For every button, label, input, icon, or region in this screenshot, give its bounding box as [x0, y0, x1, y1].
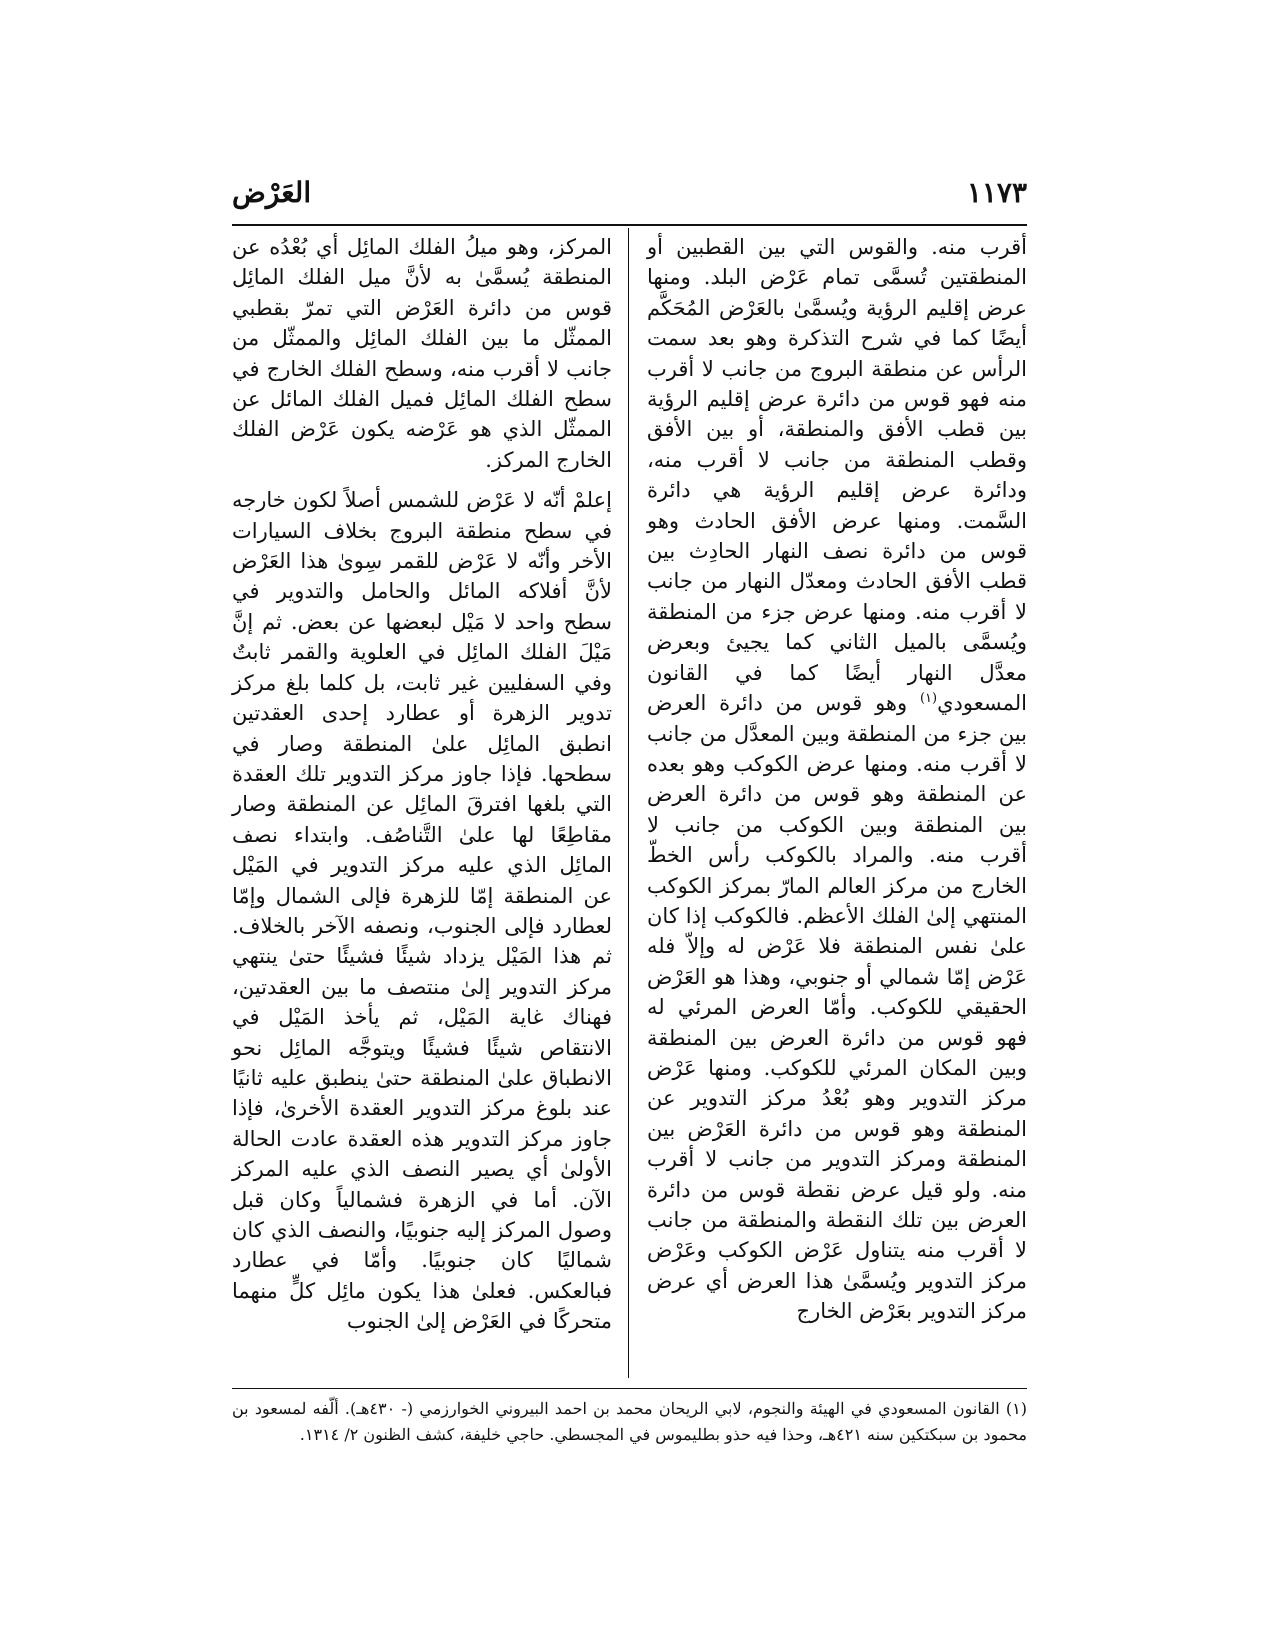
footnote: [232, 1396, 1027, 1448]
paragraph: المركز، وهو ميلُ الفلك المائِل أي بُعْدُه عن المنطقة يُسمَّىٰ به لأنَّ ميل الفلك المائِل قوس من دائرة العَرْض التي تمرّ بقطبي الممثّل ما بين الفلك المائِل والممثّل من جانب لا أقرب منه، وسطح الفلك الخارج في سطح الفلك المائِل فميل الفلك المائل عن الممثّل الذي هو عَرْضه يكون عَرْض الفلك الخارج المركز.: [232, 235, 612, 472]
footnote-rule: [232, 1388, 1027, 1389]
page-header: [232, 176, 1027, 220]
paragraph-text: أقرب منه. والقوس التي بين القطبين أو المنطقتين تُسمَّى تمام عَرْض البلد. ومنها عرض إقليم الرؤية ويُسمَّىٰ بالعَرْض المُحَكَّم أيضًا كما في شرح التذكرة وهو بعد سمت الرأس عن منطقة البروج من جانب لا أقرب منه فهو قوس من دائرة عرض إقليم الرؤية بين قطب الأفق والمنطقة، أو بين الأفق وقطب المنطقة من جانب لا أقرب منه، ودائرة عرض إقليم الرؤية هي دائرة السَّمت. ومنها عرض الأفق الحادث وهو قوس من دائرة نصف النهار الحادِث بين قطب الأفق الحادث ومعدّل النهار من جانب لا أقرب منه. ومنها عرض جزء من المنطقة ويُسمَّى بالميل الثاني كما يجيئ وبعرض معدَّل النهار أيضًا كما في القانون المسعودي: [647, 235, 1027, 716]
paragraph: [647, 232, 1027, 1327]
header-rule: [232, 224, 1027, 226]
left-column: [232, 232, 612, 1337]
running-title: العَرْض: [232, 176, 312, 209]
paragraph-text: وهو قوس من دائرة العرض بين جزء من المنطقة وبين المعدَّل من جانب لا أقرب منه. ومنها عرض الكوكب وهو بعده عن المنطقة وهو قوس من دائرة العرض بين المنطقة وبين الكوكب من جانب لا أقرب منه. والمراد بالكوكب رأس الخطّ الخارج من مركز العالم المارّ بمركز الكوكب المنتهي إلىٰ الفلك الأعظم. فالكوكب إذا كان علىٰ نفس المنطقة فلا عَرْض له وإلاّ فله عَرْض إمّا شمالي أو جنوبي، وهذا هو العَرْض الحقيقي للكوكب. وأمّا العرض المرئي له فهو قوس من دائرة العرض بين المنطقة وبين المكان المرئي للكوكب. ومنها عَرْض مركز التدوير وهو بُعْدُ مركز التدوير عن المنطقة وهو قوس من دائرة العَرْض بين المنطقة ومركز التدوير من جانب لا أقرب منه. ولو قيل عرض نقطة قوس من دائرة العرض بين تلك النقطة والمنطقة من جانب لا أقرب منه يتناول عَرْض الكوكب وعَرْض مركز التدوير ويُسمَّىٰ هذا العرض أي عرض مركز التدوير بعَرْض الخارج: [647, 691, 1027, 1324]
column-divider: [628, 228, 629, 1378]
page-number: ١١٧٣: [966, 176, 1027, 209]
paragraph: إعلمْ أنّه لا عَرْض للشمس أصلاً لكون خارجه في سطح منطقة البروج بخلاف السيارات الأخر وأنّه لا عَرْض للقمر سِوىٰ هذا العَرْض لأنَّ أفلاكه المائل والحامل والتدوير في سطح واحد لا مَيْل لبعضها عن بعض. ثم إنَّ مَيْلَ الفلك المائِل في العلوية والقمر ثابتٌ وفي السفليين غير ثابت، بل كلما بلغ مركز تدوير الزهرة أو عطارد إحدى العقدتين انطبق المائِل علىٰ المنطقة وصار في سطحها. فإذا جاوز مركز التدوير تلك العقدة التي بلغها افترقَ المائِل عن المنطقة وصار مقاطِعًا لها علىٰ التَّناصُف. وابتداء نصف المائِل الذي عليه مركز التدوير في المَيْل عن المنطقة إمّا للزهرة فإلى الشمال وإمّا لعطارد فإلى الجنوب، ونصفه الآخر بالخلاف. ثم هذا المَيْل يزداد شيئًا فشيئًا حتىٰ ينتهي مركز التدوير إلىٰ منتصف ما بين العقدتين، فهناك غاية المَيْل، ثم يأخذ المَيْل في الانتقاص شيئًا فشيئًا ويتوجَّه المائِل نحو الانطباق علىٰ المنطقة حتىٰ ينطبق عليه ثانيًا عند بلوغ مركز التدوير العقدة الأخرىٰ، فإذا جاوز مركز التدوير هذه العقدة عادت الحالة الأولىٰ أي يصير النصف الذي عليه المركز الآن. أما في الزهرة فشمالياً وكان قبل وصول المركز إليه جنوبيًا، والنصف الذي كان شماليًا كان جنوبيًا. وأمّا في عطارد فبالعكس. فعلىٰ هذا يكون مائِل كلٍّ منهما متحركًا في العَرْض إلىٰ الجنوب: [232, 488, 612, 1334]
footnote-reference[interactable]: (١): [919, 691, 938, 707]
footnote-text: (١) القانون المسعودي في الهيئة والنجوم، لابي الريحان محمد بن احمد البيروني الخوارزمي (- ٤٣٠هـ). ألّفه لمسعود بن محمود بن سبكتكين سنه ٤٢١هـ، وحذا فيه حذو بطليموس في المجسطي. حاجي خليفة، كشف الظنون ٢/ ١٣١٤.: [232, 1399, 1028, 1444]
right-column: [647, 232, 1027, 1327]
